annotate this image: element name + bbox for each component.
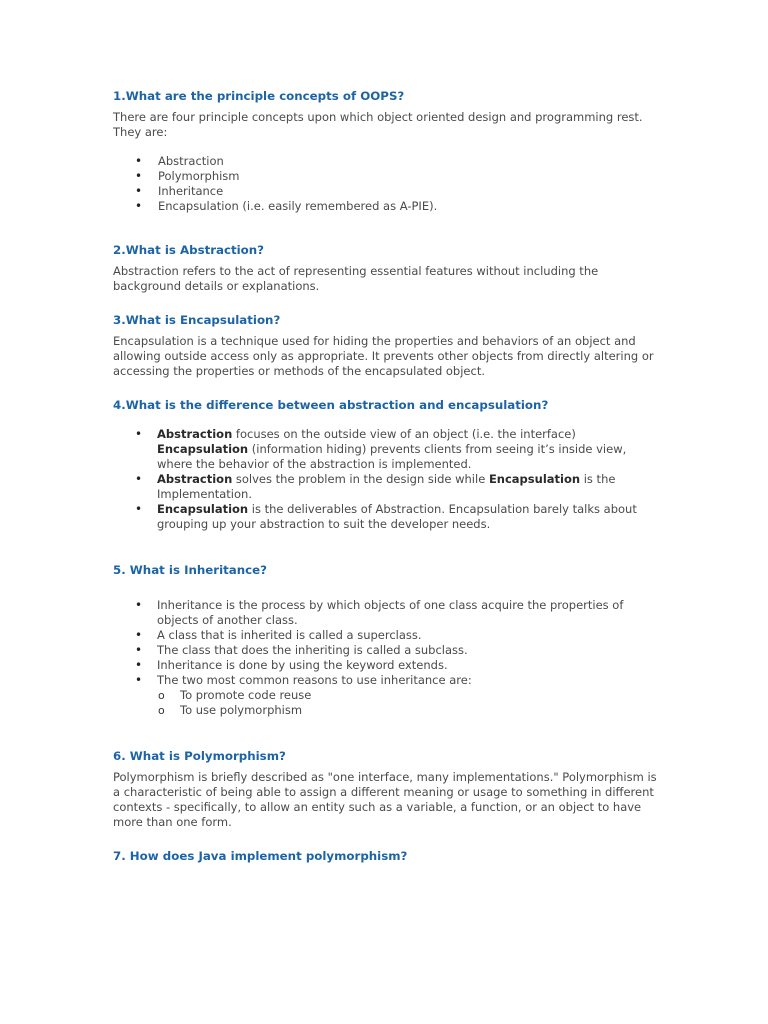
- list-item-text: (information hiding) prevents clients from seeing it’s inside view, where the behavior of the abstraction is implemented.: [157, 442, 627, 471]
- inheritance-list: [113, 598, 658, 688]
- question-number: 6.: [113, 749, 130, 763]
- question-6-heading: [113, 748, 658, 764]
- question-2-heading: [113, 242, 658, 258]
- list-item: • Inheritance is the process by which objects of one class acquire the properties of objects of another class.: [135, 598, 658, 628]
- question-3-heading: [113, 312, 658, 328]
- list-item-text: solves the problem in the design side while: [232, 472, 489, 486]
- question-number: 3.: [113, 313, 126, 327]
- term-bold: Encapsulation: [157, 442, 249, 456]
- question-1-intro: There are four principle concepts upon which object oriented design and programming rest. They are:: [113, 110, 643, 139]
- list-item: [135, 427, 658, 472]
- list-item: • Inheritance: [113, 184, 658, 199]
- question-number: 1.: [113, 89, 126, 103]
- question-title: What is Inheritance?: [129, 563, 267, 577]
- question-6-answer: Polymorphism is briefly described as "one interface, many implementations." Polymorphism is a characteristic of being able to assign a different meaning or usage to something in different contexts - specifically, to allow an entity such as a variable, a function, or an object to have more than one form.: [113, 770, 657, 829]
- question-5-heading: [113, 562, 658, 578]
- question-title: What are the principle concepts of OOPS?: [125, 89, 405, 103]
- sub-list-item: o To use polymorphism: [135, 703, 658, 718]
- list-item-text: is the Implementation.: [157, 472, 616, 501]
- question-number: 4.: [113, 398, 126, 412]
- question-3-answer: Encapsulation is a technique used for hiding the properties and behaviors of an object and allowing outside access only as appropriate. It prevents other objects from directly altering or accessing the properties or methods of the encapsulated object.: [113, 334, 654, 378]
- sub-list-item: o To promote code reuse: [135, 688, 658, 703]
- list-item-text: is the deliverables of Abstraction. Encapsulation barely talks about grouping up your abstraction to suit the developer needs.: [157, 502, 637, 531]
- list-item: • Inheritance is done by using the keyword extends.: [135, 658, 658, 673]
- question-2-answer: Abstraction refers to the act of representing essential features without including the background details or explanations.: [113, 264, 599, 293]
- list-item: • Polymorphism: [113, 169, 658, 184]
- list-item-text: focuses on the outside view of an object (i.e. the interface): [232, 427, 576, 441]
- term-bold: Abstraction: [157, 472, 233, 486]
- concepts-list: [113, 154, 658, 214]
- question-title: What is Encapsulation?: [125, 313, 281, 327]
- question-1-heading: [113, 88, 658, 104]
- list-item: • A class that is inherited is called a superclass.: [135, 628, 658, 643]
- list-item: [135, 472, 658, 502]
- question-title: What is the difference between abstraction and encapsulation?: [125, 398, 549, 412]
- question-number: 5.: [113, 563, 130, 577]
- question-7-heading: [113, 848, 658, 864]
- question-title: What is Polymorphism?: [129, 749, 286, 763]
- term-bold: Encapsulation: [488, 472, 581, 486]
- list-item: • Encapsulation (i.e. easily remembered as A-PIE).: [113, 199, 658, 214]
- difference-list: [113, 427, 658, 532]
- list-item: [135, 502, 658, 532]
- list-item: • The class that does the inheriting is called a subclass.: [135, 643, 658, 658]
- term-bold: Encapsulation: [157, 502, 249, 516]
- question-title: How does Java implement polymorphism?: [129, 849, 408, 863]
- question-4-heading: [113, 397, 658, 413]
- term-bold: Abstraction: [157, 427, 233, 441]
- question-number: 7.: [113, 849, 130, 863]
- question-title: What is Abstraction?: [125, 243, 265, 257]
- inheritance-reasons-list: [113, 688, 658, 718]
- list-item: • The two most common reasons to use inheritance are:: [135, 673, 658, 688]
- question-number: 2.: [113, 243, 126, 257]
- document-content: [113, 88, 658, 870]
- list-item: • Abstraction: [113, 154, 658, 169]
